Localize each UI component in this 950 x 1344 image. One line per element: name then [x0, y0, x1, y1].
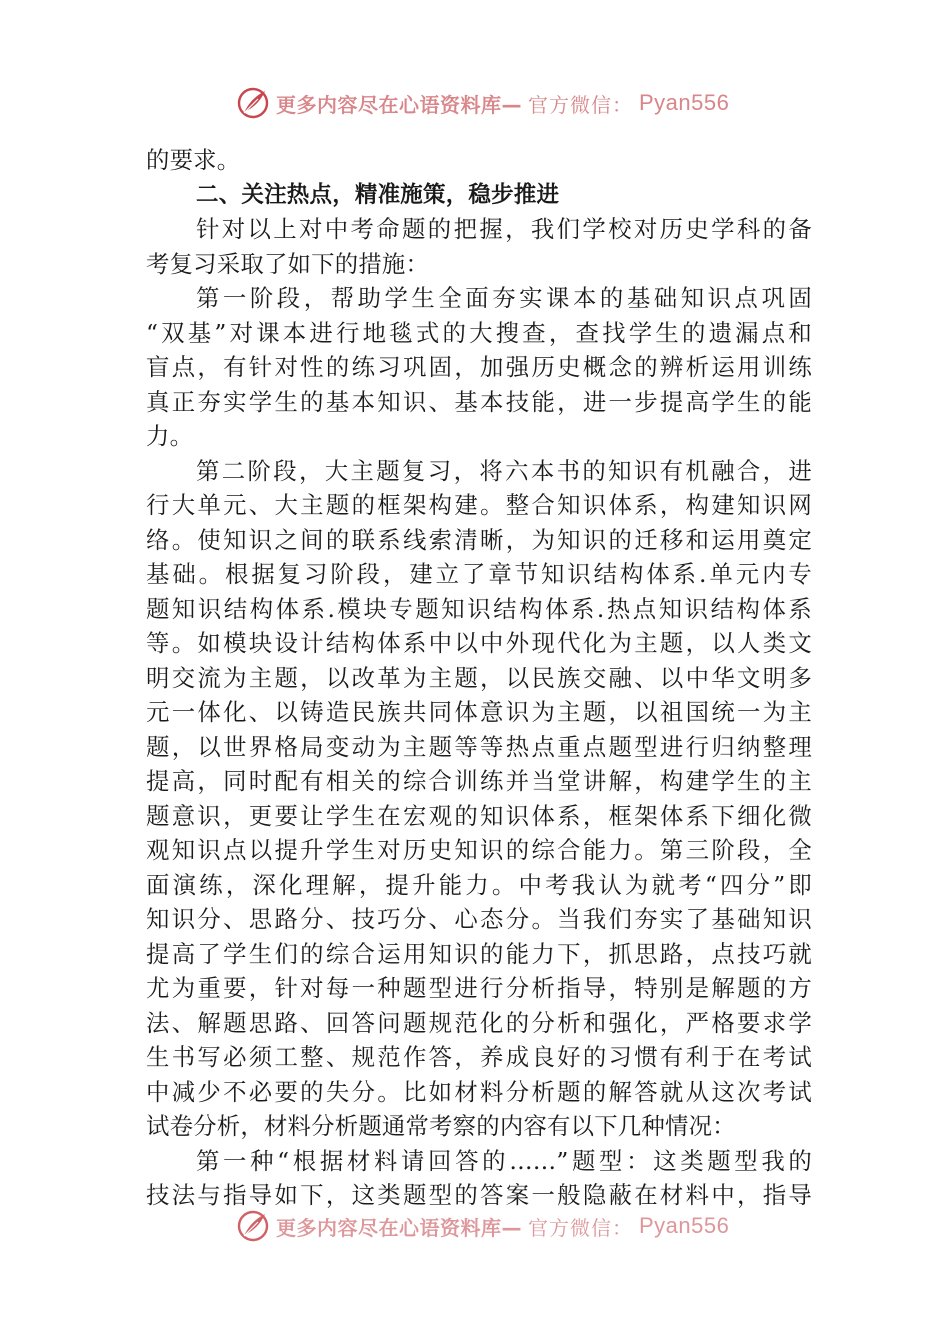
text-line: 题意识，更要让学生在宏观的知识体系，框架体系下细化微 [146, 801, 812, 830]
text-line: 考复习采取了如下的措施： [146, 249, 430, 278]
text-line: 络。使知识之间的联系线索清晰，为知识的迁移和运用奠定 [146, 525, 812, 554]
text-line: 真正夯实学生的基本知识、基本技能，进一步提高学生的能 [146, 387, 812, 416]
watermark-wechat-label: 官方微信： [528, 92, 633, 117]
text-line: 技法与指导如下，这类题型的答案一般隐蔽在材料中，指导 [146, 1181, 812, 1209]
watermark-footer [236, 1208, 729, 1244]
text-line: 明交流为主题，以改革为主题，以民族交融、以中华文明多 [146, 663, 812, 692]
text-line: 行大单元、大主题的框架构建。整合知识体系，构建知识网 [146, 491, 812, 519]
text-line: 题，以世界格局变动为主题等等热点重点题型进行归纳整理 [146, 732, 812, 761]
text-line: 元一体化、以铸造民族共同体意识为主题，以祖国统一为主 [146, 698, 812, 726]
feather-logo-icon [236, 1209, 270, 1243]
text-line: 提高了学生们的综合运用知识的能力下，抓思路，点技巧就 [146, 939, 812, 968]
text-line: 的要求。 [146, 146, 241, 174]
text-line: 等。如模块设计结构体系中以中外现代化为主题，以人类文 [146, 629, 812, 657]
watermark-header [236, 85, 729, 121]
text-line: 中减少不必要的失分。比如材料分析题的解答就从这次考试 [146, 1077, 812, 1106]
text-line: 面演练，深化理解，提升能力。中考我认为就考“四分”即 [146, 870, 812, 899]
watermark-wechat-label: 官方微信： [528, 1215, 633, 1240]
watermark-wechat-id: Pyan556 [639, 90, 730, 115]
text-line: 第一阶段，帮助学生全面夯实课本的基础知识点巩固 [196, 284, 812, 312]
text-line: 试卷分析，材料分析题通常考察的内容有以下几种情况： [146, 1112, 736, 1140]
text-line: 法、解题思路、回答问题规范化的分析和强化，严格要求学 [146, 1008, 812, 1037]
paragraph-block [146, 212, 812, 1213]
text-line: 观知识点以提升学生对历史知识的综合能力。第三阶段，全 [146, 836, 812, 864]
text-line: 知识分、思路分、技巧分、心态分。当我们夯实了基础知识 [146, 905, 812, 933]
text-line: 题知识结构体系.模块专题知识结构体系.热点知识结构体系 [146, 594, 812, 623]
text-line: “双基”对课本进行地毯式的大搜查，查找学生的遗漏点和 [146, 318, 812, 347]
watermark-site-text: 更多内容尽在心语资料库— [276, 92, 522, 117]
section-heading: 二、关注热点，精准施策，稳步推进 [196, 181, 560, 208]
text-line: 第一种“根据材料请回答的……”题型：这类题型我的 [196, 1146, 812, 1175]
watermark-site-text: 更多内容尽在心语资料库— [276, 1215, 522, 1240]
text-line: 提高，同时配有相关的综合训练并当堂讲解，构建学生的主 [146, 767, 812, 795]
text-line: 生书写必须工整、规范作答，养成良好的习惯有利于在考试 [146, 1043, 812, 1071]
document-body [146, 143, 812, 1213]
text-line: 盲点，有针对性的练习巩固，加强历史概念的辨析运用训练 [146, 353, 812, 381]
text-line: 基础。根据复习阶段，建立了章节知识结构体系.单元内专 [146, 560, 812, 588]
feather-logo-icon [236, 86, 270, 120]
text-line: 力。 [146, 422, 194, 450]
watermark-wechat-id: Pyan556 [639, 1213, 730, 1238]
text-line: 第二阶段，大主题复习，将六本书的知识有机融合，进 [196, 456, 812, 485]
text-line: 针对以上对中考命题的把握，我们学校对历史学科的备 [196, 215, 812, 243]
text-line: 尤为重要，针对每一种题型进行分析指导，特别是解题的方 [146, 974, 812, 1002]
